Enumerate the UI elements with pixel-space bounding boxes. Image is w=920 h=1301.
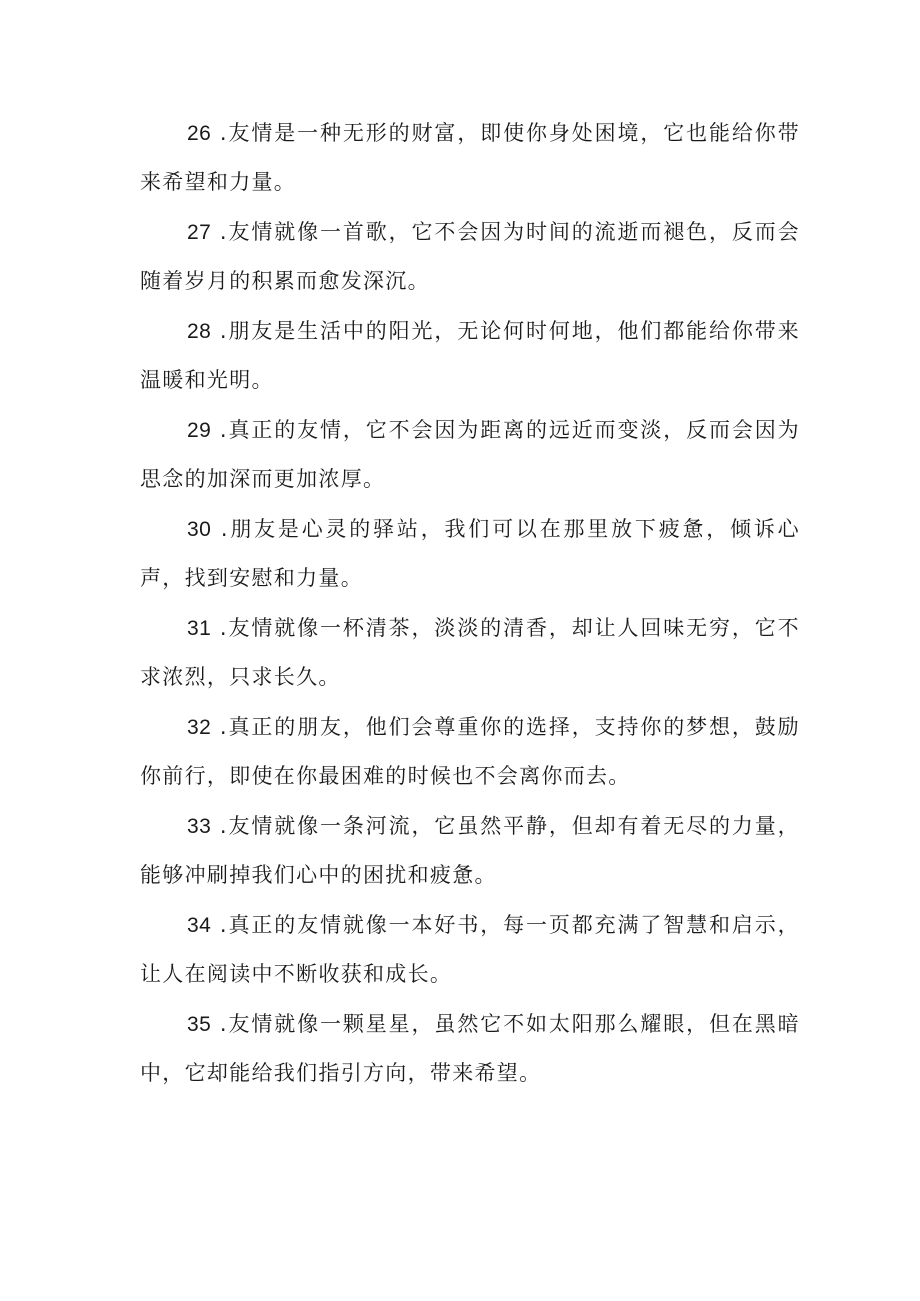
item-text: .友情就像一首歌，它不会因为时间的流逝而褪色，反而会随着岁月的积累而愈发深沉。: [140, 220, 800, 293]
list-item: [140, 703, 800, 800]
item-number: 32: [187, 716, 212, 739]
document-body: [140, 109, 800, 1099]
list-item: [140, 604, 800, 701]
list-item: [140, 208, 800, 305]
list-item: [140, 802, 800, 899]
item-text: .友情就像一颗星星，虽然它不如太阳那么耀眼，但在黑暗中，它却能给我们指引方向，带来希望。: [140, 1012, 800, 1085]
item-text: .朋友是生活中的阳光，无论何时何地，他们都能给你带来温暖和光明。: [140, 319, 800, 392]
item-text: .朋友是心灵的驿站，我们可以在那里放下疲惫，倾诉心声，找到安慰和力量。: [140, 517, 800, 590]
item-number: 26: [187, 122, 212, 145]
item-text: .真正的朋友，他们会尊重你的选择，支持你的梦想，鼓励你前行，即使在你最困难的时候也不会离你而去。: [140, 715, 800, 788]
list-item: [140, 406, 800, 503]
item-number: 29: [187, 419, 212, 442]
item-text: .真正的友情，它不会因为距离的远近而变淡，反而会因为思念的加深而更加浓厚。: [140, 418, 800, 491]
item-number: 33: [187, 815, 212, 838]
item-number: 34: [187, 914, 212, 937]
item-text: .真正的友情就像一本好书，每一页都充满了智慧和启示，让人在阅读中不断收获和成长。: [140, 913, 800, 986]
list-item: [140, 109, 800, 206]
item-number: 31: [187, 617, 212, 640]
list-item: [140, 901, 800, 998]
item-text: .友情就像一杯清茶，淡淡的清香，却让人回味无穷，它不求浓烈，只求长久。: [140, 616, 800, 689]
item-number: 27: [187, 221, 212, 244]
item-number: 35: [187, 1013, 212, 1036]
item-number: 30: [187, 518, 212, 541]
item-text: .友情就像一条河流，它虽然平静，但却有着无尽的力量，能够冲刷掉我们心中的困扰和疲惫。: [140, 814, 800, 887]
list-item: [140, 1000, 800, 1097]
list-item: [140, 505, 800, 602]
list-item: [140, 307, 800, 404]
item-text: .友情是一种无形的财富，即使你身处困境，它也能给你带来希望和力量。: [140, 121, 800, 194]
item-number: 28: [187, 320, 212, 343]
